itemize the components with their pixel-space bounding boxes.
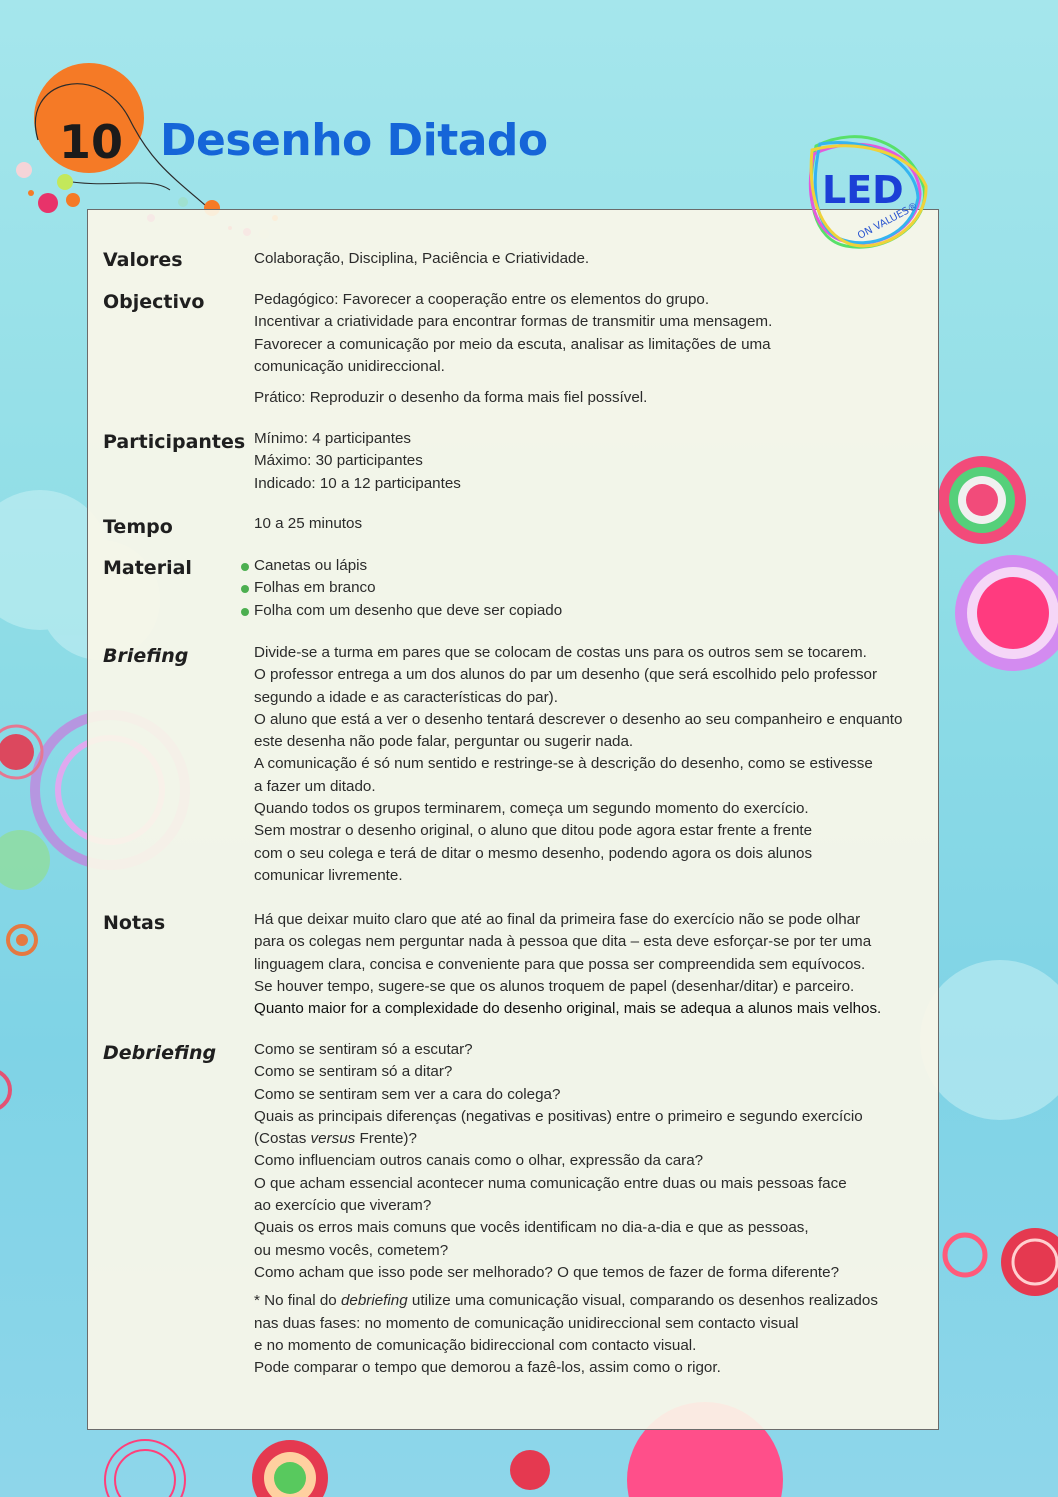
maximo-value: : 30 participantes (307, 452, 423, 470)
valores-text (254, 248, 914, 270)
briefing-line: Divide-se a turma em pares que se colocam de costas uns para os outros sem se tocarem. (254, 644, 867, 661)
material-item: Canetas ou lápis (254, 555, 914, 577)
section-label-debriefing: Debriefing (103, 1042, 217, 1064)
minimo-value: : 4 participantes (303, 430, 412, 447)
logo-text: LED (822, 168, 904, 212)
tempo-line: 10 a 25 minutos (254, 515, 363, 532)
section-label-notas: Notas (103, 912, 166, 934)
indicado-label: Indicado (254, 474, 312, 492)
briefing-line: a fazer um ditado. (254, 777, 376, 795)
notas-line: linguagem clara, concisa e conveniente para que possa ser compreendida sem equívocos. (254, 955, 866, 973)
objectivo-line: : Favorecer a cooperação entre os elementos do grupo. (334, 291, 710, 308)
briefing-line: este desenha não pode falar, perguntar ou sugerir nada. (254, 733, 634, 751)
section-label-briefing: Briefing (103, 645, 189, 667)
note-pre: * No final do (254, 1292, 341, 1310)
note-line: nas duas fases: no momento de comunicação unidireccional sem contacto visual (254, 1314, 799, 1332)
debriefing-line: Como influenciam outros canais como o olhar, expressão da cara? (254, 1152, 704, 1170)
objectivo-line: Incentivar a criatividade para encontrar formas de transmitir uma mensagem. (254, 313, 773, 331)
minimo-label: Mínimo (254, 430, 304, 447)
notas-text (254, 909, 914, 1020)
tempo-text (254, 513, 914, 535)
costas-pre: (Costas (254, 1130, 311, 1148)
logo-subtext: ON VALUES® (856, 200, 921, 242)
material-item: Folhas em branco (254, 577, 914, 599)
note-line: e no momento de comunicação bidireccional com contacto visual. (254, 1336, 697, 1354)
briefing-line: A comunicação é só num sentido e restringe-se à descrição do desenho, como se estivesse (254, 755, 873, 773)
briefing-text (254, 642, 914, 887)
participantes-text (254, 428, 914, 495)
briefing-line: Quando todos os grupos terminarem, começa um segundo momento do exercício. (254, 800, 809, 818)
debriefing-line: ou mesmo vocês, cometem? (254, 1241, 449, 1259)
debriefing-line: Quais os erros mais comuns que vocês identificam no dia-a-dia e que as pessoas, (254, 1219, 809, 1237)
debriefing-line: Quais as principais diferenças (negativas e positivas) entre o primeiro e segundo exercício (254, 1107, 863, 1125)
objectivo-line: Favorecer a comunicação por meio da escuta, analisar as limitações de uma (254, 335, 771, 353)
section-label-participantes: Participantes (103, 431, 246, 453)
section-label-valores: Valores (103, 249, 183, 271)
pedagogico-label: Pedagógico (254, 291, 335, 308)
material-item: Folha com um desenho que deve ser copiado (254, 600, 914, 622)
debriefing-line: Como acham que isso pode ser melhorado? O que temos de fazer de forma diferente? (254, 1263, 840, 1281)
material-list (254, 555, 914, 622)
briefing-line: segundo a idade e as características do par). (254, 688, 558, 706)
debriefing-line: O que acham essencial acontecer numa comunicação entre duas ou mais pessoas face (254, 1174, 847, 1192)
section-label-objectivo: Objectivo (103, 291, 205, 313)
note-italic: debriefing (340, 1292, 408, 1310)
section-label-tempo: Tempo (103, 516, 173, 538)
debriefing-line: ao exercício que viveram? (254, 1197, 432, 1215)
objectivo-text (254, 289, 914, 409)
pratico-text: : Reproduzir o desenho da forma mais fiel possível. (301, 389, 648, 407)
notas-line: para os colegas nem perguntar nada à pessoa que dita – esta deve esforçar-se por ter uma (254, 933, 872, 951)
pratico-label: Prático (254, 389, 302, 407)
note-line: Pode comparar o tempo que demorou a fazê-los, assim como o rigor. (254, 1359, 721, 1377)
notas-line: Quanto maior for a complexidade do desenho original, mais se adequa a alunos mais velhos. (254, 1000, 882, 1018)
debriefing-line: Como se sentiram só a escutar? (254, 1041, 473, 1058)
costas-versus: versus (310, 1130, 356, 1148)
note-post: utilize uma comunicação visual, comparando os desenhos realizados (407, 1292, 878, 1310)
briefing-line: O aluno que está a ver o desenho tentará descrever o desenho ao seu companheiro e enquanto (254, 710, 903, 728)
maximo-label: Máximo (254, 452, 308, 470)
briefing-line: O professor entrega a um dos alunos do par um desenho (que será escolhido pelo professor (254, 666, 878, 684)
page-title: Desenho Ditado (160, 115, 548, 166)
costas-post: Frente)? (355, 1130, 417, 1148)
valores-line: Colaboração, Disciplina, Paciência e Criatividade. (254, 250, 590, 267)
section-label-material: Material (103, 557, 192, 579)
notas-line: Há que deixar muito claro que até ao final da primeira fase do exercício não se pode olhar (254, 911, 861, 928)
debriefing-line: Como se sentiram só a ditar? (254, 1063, 453, 1081)
indicado-value: : 10 a 12 participantes (311, 474, 461, 492)
briefing-line: comunicar livremente. (254, 866, 403, 884)
briefing-line: com o seu colega e terá de ditar o mesmo desenho, podendo agora os dois alunos (254, 844, 813, 862)
debriefing-line: Como se sentiram sem ver a cara do colega? (254, 1085, 561, 1103)
activity-number: 10 (58, 115, 123, 169)
briefing-line: Sem mostrar o desenho original, o aluno que ditou pode agora estar frente a frente (254, 822, 813, 840)
objectivo-line: comunicação unidireccional. (254, 357, 445, 375)
notas-line: Se houver tempo, sugere-se que os alunos troquem de papel (desenhar/ditar) e parceiro. (254, 977, 855, 995)
debriefing-text (254, 1039, 914, 1379)
